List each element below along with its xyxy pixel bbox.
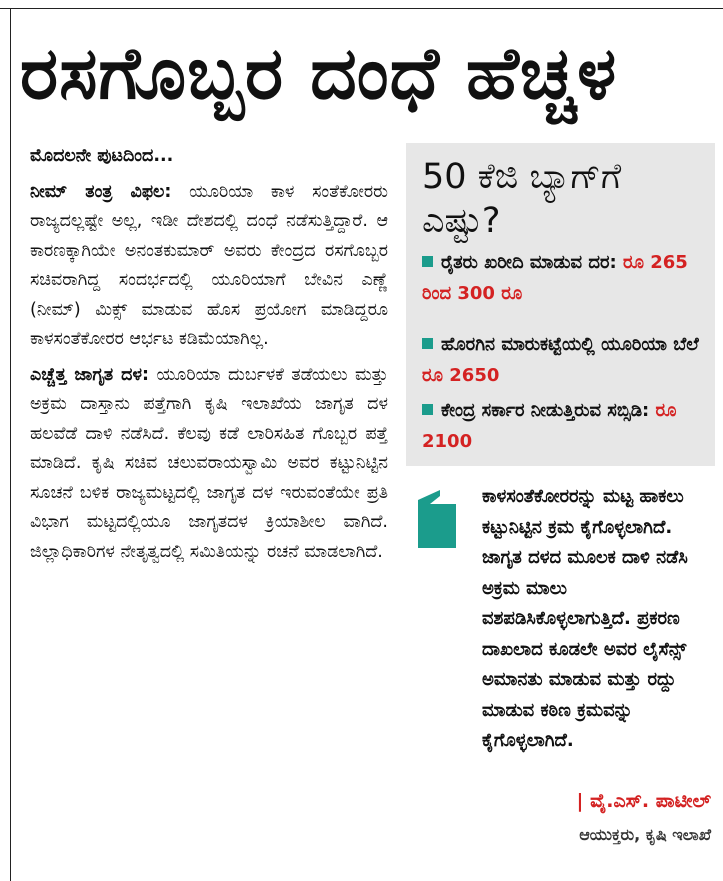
infobox-item-value: ರೂ 2650 — [422, 365, 500, 386]
pull-quote — [418, 482, 712, 757]
paragraph-1 — [30, 178, 388, 355]
quote-byline — [577, 790, 711, 812]
infobox-item-value: ರೂ 2100 — [422, 400, 677, 452]
byline-bar: | — [576, 790, 584, 812]
quote-author-role: ಆಯುಕ್ತರು, ಕೃಷಿ ಇಲಾಖೆ — [579, 825, 711, 844]
left-rule — [10, 8, 11, 881]
article-body — [30, 142, 388, 573]
infobox-item — [422, 329, 712, 391]
top-rule — [0, 8, 723, 9]
infobox-item-value: ರೂ 265 ರಿಂದ 300 ರೂ — [422, 252, 688, 304]
paragraph-2-text: ಯೂರಿಯಾ ದುರ್ಬಳಕೆ ತಡೆಯಲು ಮತ್ತು ಅಕ್ರಮ ದಾಸ್ತಾನು ಪತ್ತೆಗಾಗಿ ಕೃಷಿ ಇಲಾಖೆಯ ಜಾಗೃತ ದಳ ಹಲವೆಡೆ ದಾಳಿ ನಡೆಸಿದೆ. ಕೆಲವು ಕಡೆ ಲಾರಿಸಹಿತ ಗೊಬ್ಬರ ಪತ್ತೆ ಮಾಡಿದೆ. ಕೃಷಿ ಸಚಿವ ಚಲುವರಾಯಸ್ವಾಮಿ ಅವರ ಕಟ್ಟುನಿಟ್ಟಿನ ಸೂಚನೆ ಬಳಿಕ ರಾಜ್ಯಮಟ್ಟದಲ್ಲಿ ಜಾಗೃತ ದಳ ಇರುವಂತೆಯೇ ಪ್ರತಿ ವಿಭಾಗ ಮಟ್ಟದಲ್ಲಿಯೂ ಜಾಗೃತದಳ ಕ್ರಿಯಾಶೀಲ ವಾಗಿದೆ. ಜಿಲ್ಲಾಧಿಕಾರಿಗಳ ನೇತೃತ್ವದಲ್ಲಿ ಸಮಿತಿಯನ್ನು ರಚನೆ ಮಾಡಲಾಗಿದೆ. — [30, 364, 388, 562]
square-bullet-icon — [422, 256, 433, 267]
infobox-item-text: ಹೊರಗಿನ ಮಾರುಕಟ್ಟೆಯಲ್ಲಿ ಯೂರಿಯಾ ಬೆಲೆ — [441, 334, 699, 355]
square-bullet-icon — [422, 404, 433, 415]
quote-author: ವೈ.ಎಸ್. ಪಾಟೀಲ್ — [590, 790, 711, 812]
infobox-item-text: ಕೇಂದ್ರ ಸರ್ಕಾರ ನೀಡುತ್ತಿರುವ ಸಬ್ಸಿಡಿ: — [441, 400, 650, 421]
headline: ರಸಗೊಬ್ಬರ ದಂಧೆ ಹೆಚ್ಚಳ — [20, 31, 618, 115]
pull-quote-text: ಕಾಳಸಂತೆಕೋರರನ್ನು ಮಟ್ಟ ಹಾಕಲು ಕಟ್ಟುನಿಟ್ಟಿನ ಕ್ರಮ ಕೈಗೊಳ್ಳಲಾಗಿದೆ. ಜಾಗೃತ ದಳದ ಮೂಲಕ ದಾಳಿ ನಡೆಸಿ ಅಕ್ರಮ ಮಾಲು ವಶಪಡಿಸಿಕೊಳ್ಳಲಾಗುತ್ತಿದೆ. ಪ್ರಕರಣ ದಾಖಲಾದ ಕೂಡಲೇ ಅವರ ಲೈಸೆನ್ಸ್ ಅಮಾನತು ಮಾಡುವ ಮತ್ತು ರದ್ದು ಮಾಡುವ ಕಠಿಣ ಕ್ರಮವನ್ನು ಕೈಗೊಳ್ಳಲಾಗಿದೆ. — [482, 486, 688, 751]
continued-from: ಮೊದಲನೇ ಪುಟದಿಂದ... — [30, 146, 174, 166]
square-bullet-icon — [422, 338, 433, 349]
infobox-item — [422, 247, 712, 309]
price-infobox — [406, 143, 715, 466]
infobox-item — [422, 395, 712, 457]
infobox-item-text: ರೈತರು ಖರೀದಿ ಮಾಡುವ ದರ: — [441, 252, 617, 273]
subhead-vigilance: ಎಚ್ಚೆತ್ತ ಜಾಗೃತ ದಳ: — [30, 364, 149, 385]
subhead-neem: ನೀಮ್ ತಂತ್ರ ವಿಫಲ: — [30, 181, 172, 202]
continued-line — [30, 142, 388, 172]
paragraph-1-text: ಯೂರಿಯಾ ಕಾಳ ಸಂತೆಕೋರರು ರಾಜ್ಯದಲ್ಲಷ್ಟೇ ಅಲ್ಲ, ಇಡೀ ದೇಶದಲ್ಲಿ ದಂಧೆ ನಡೆಸುತ್ತಿದ್ದಾರೆ. ಆ ಕಾರಣಕ್ಕಾಗಿಯೇ ಅನಂತಕುಮಾರ್ ಅವರು ಕೇಂದ್ರದ ರಸಗೊಬ್ಬರ ಸಚಿವರಾಗಿದ್ದ ಸಂದರ್ಭದಲ್ಲಿ ಯೂರಿಯಾಗೆ ಬೇವಿನ ಎಣ್ಣೆ (ನೀಮ್) ಮಿಕ್ಸ್ ಮಾಡುವ ಹೊಸ ಪ್ರಯೋಗ ಮಾಡಿದ್ದರೂ ಕಾಳಸಂತೆಕೋರರ ಆರ್ಭಟ ಕಡಿಮೆಯಾಗಿಲ್ಲ. — [30, 181, 388, 349]
paragraph-2 — [30, 361, 388, 568]
infobox-title: 50 ಕೆಜಿ ಬ್ಯಾಗ್‌ಗೆ ಎಷ್ಟು? — [422, 157, 622, 241]
